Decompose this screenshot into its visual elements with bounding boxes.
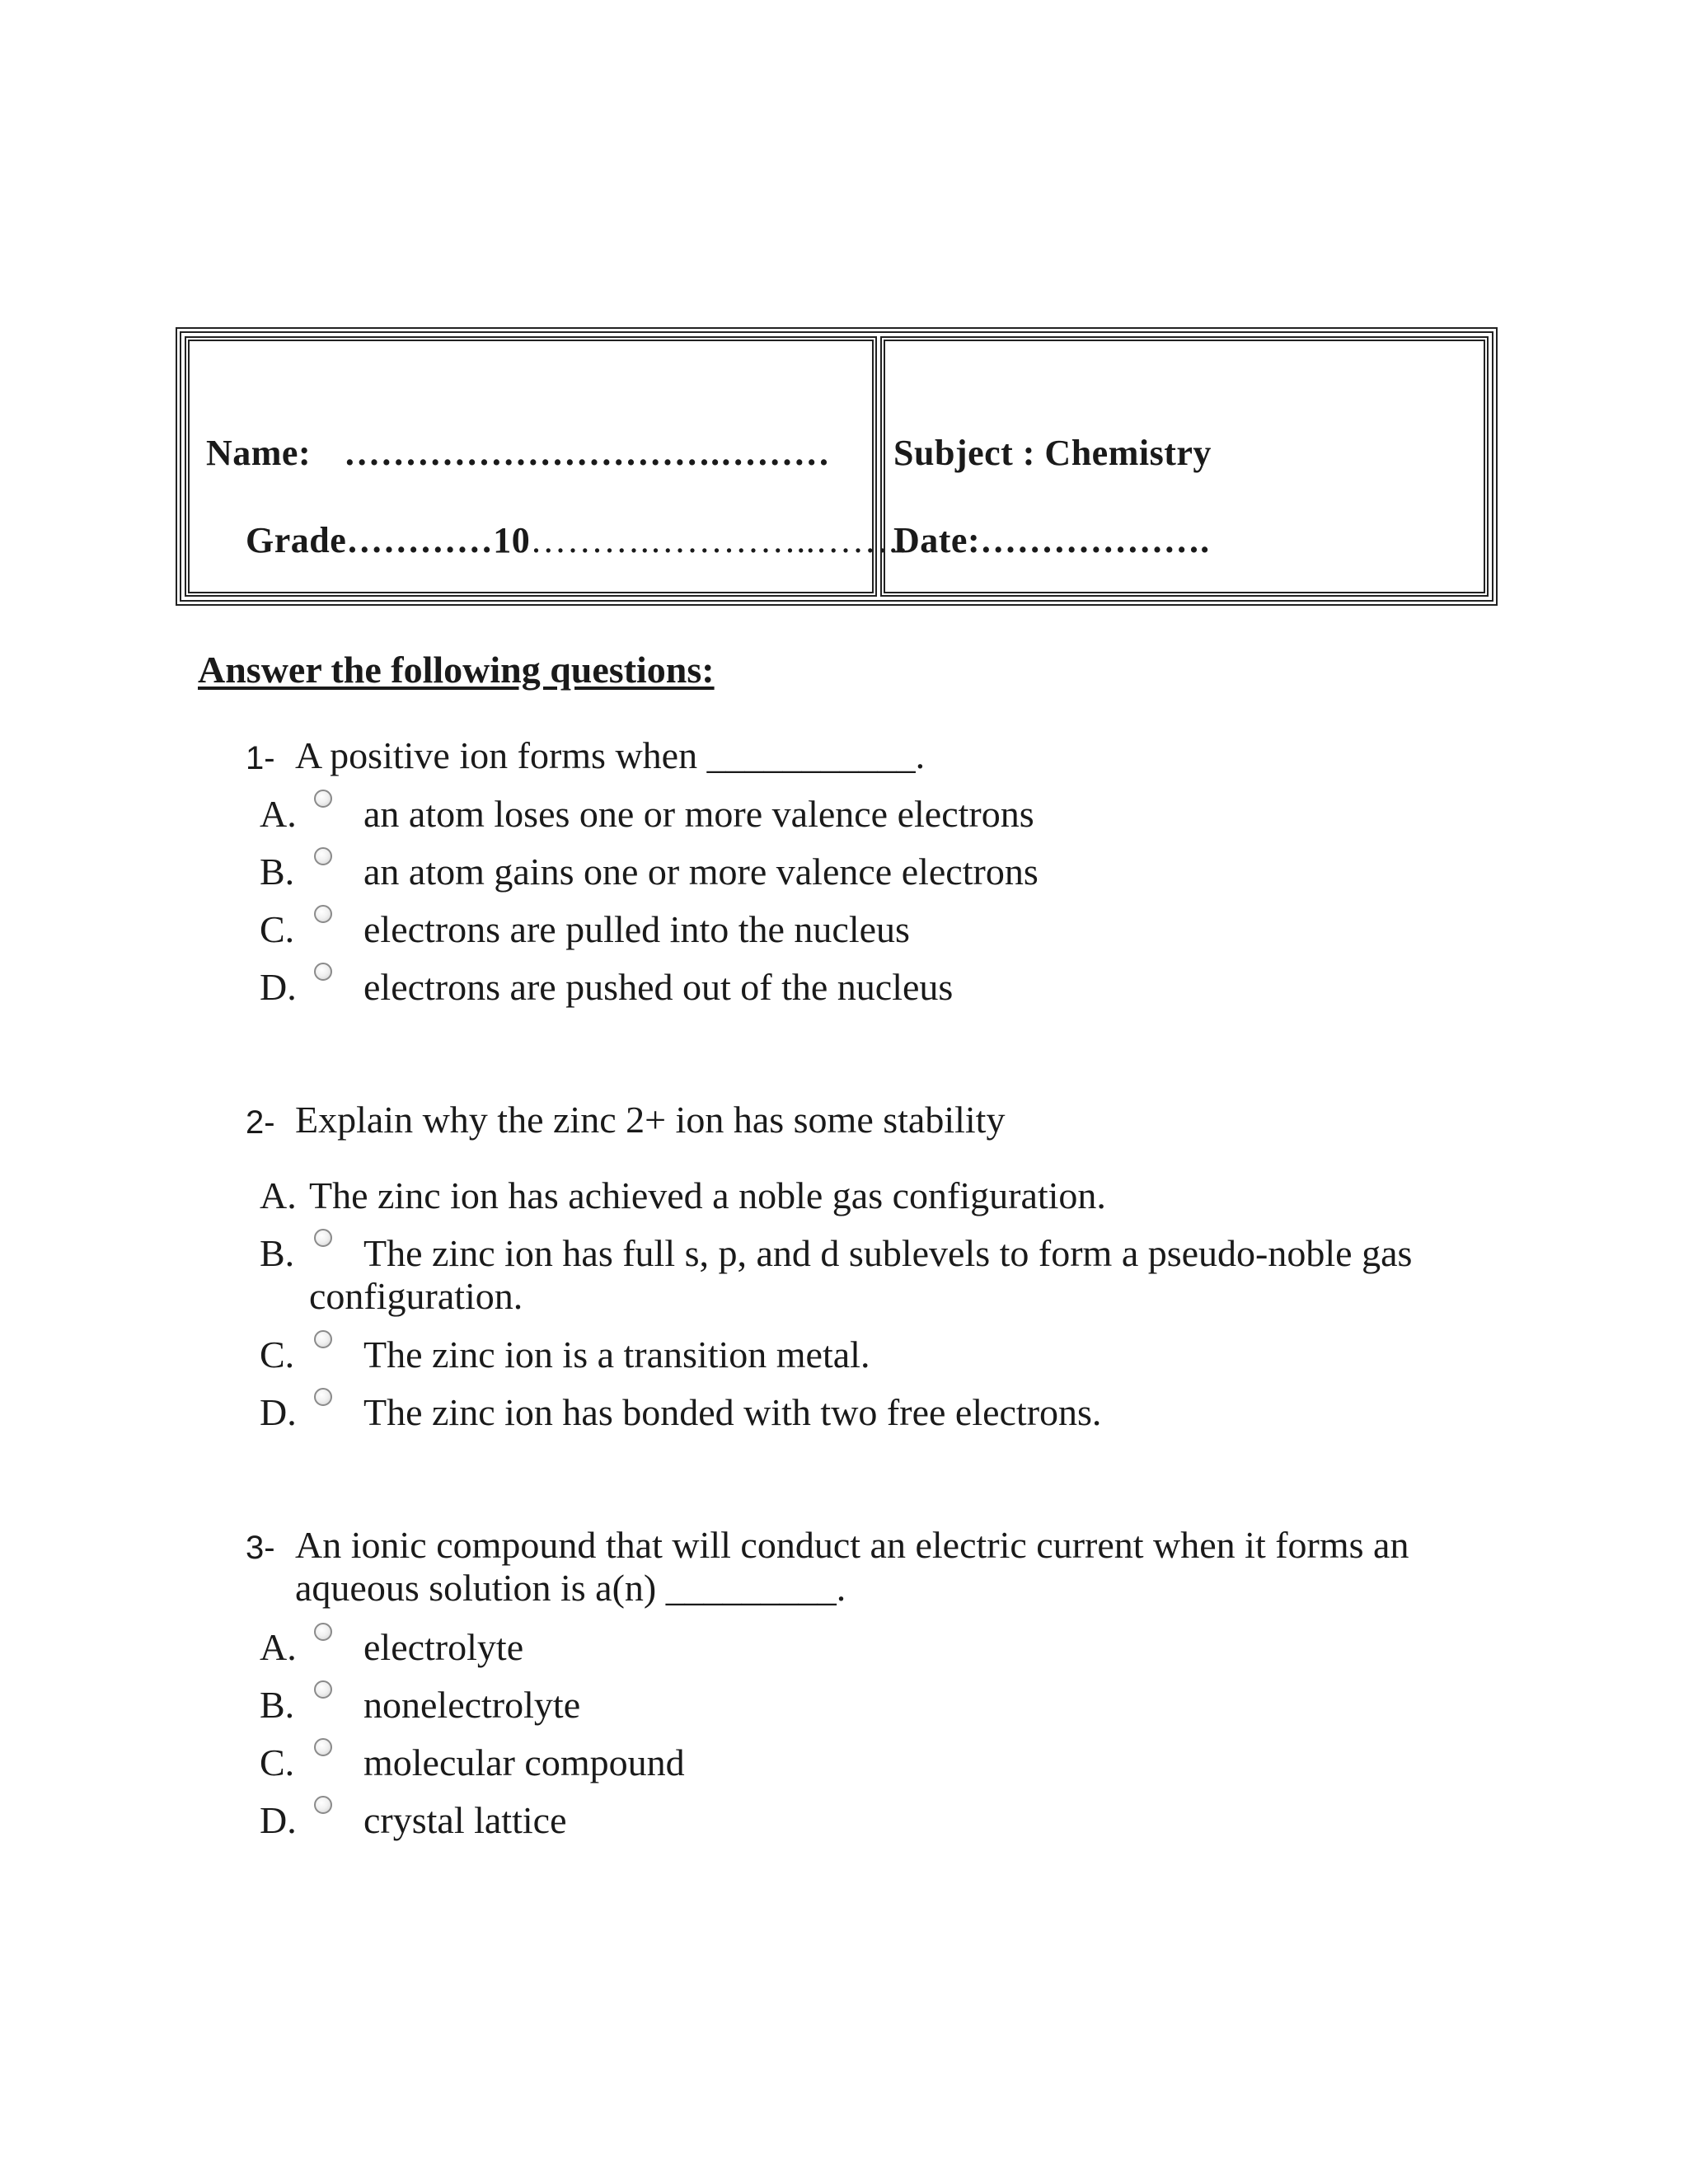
option-letter: D. — [260, 1799, 297, 1841]
radio-button[interactable] — [314, 790, 332, 808]
option-letter: B. — [260, 851, 295, 893]
question-number: 3- — [246, 1530, 275, 1566]
option-letter: A. — [260, 1174, 297, 1216]
option-text: molecular compound — [363, 1741, 685, 1783]
option-text: electrons are pushed out of the nucleus — [363, 966, 954, 1008]
name-field[interactable] — [206, 432, 830, 474]
option-text: nonelectrolyte — [363, 1684, 581, 1726]
radio-button[interactable] — [314, 905, 332, 923]
radio-button[interactable] — [314, 1680, 332, 1699]
student-info-cell — [185, 336, 908, 597]
instructions-heading: Answer the following questions: — [198, 649, 715, 691]
option-letter: B. — [260, 1232, 295, 1274]
option-text: The zinc ion has achieved a noble gas configuration. — [309, 1174, 1106, 1216]
subject-label: Subject : Chemistry — [893, 433, 1212, 473]
radio-button[interactable] — [314, 1388, 332, 1406]
name-label: Name: — [206, 433, 312, 473]
option-letter: C. — [260, 908, 295, 950]
question-text: Explain why the zinc 2+ ion has some stability — [295, 1099, 1006, 1141]
option-text: The zinc ion has full s, p, and d sublevels to form a pseudo-noble gas — [363, 1232, 1413, 1274]
subject-info-cell — [880, 336, 1489, 597]
name-dots: ………………………….……… — [344, 433, 831, 473]
grade-label: Grade…………10 — [246, 520, 531, 560]
option-letter: B. — [260, 1684, 295, 1726]
grade-field — [246, 519, 907, 561]
radio-button[interactable] — [314, 1738, 332, 1756]
option-text: electrolyte — [363, 1626, 524, 1668]
radio-button[interactable] — [314, 1796, 332, 1814]
option-text-continued: configuration. — [309, 1275, 523, 1317]
grade-dots: ……….…………..…….. — [530, 520, 908, 560]
header-box — [176, 327, 1498, 606]
option-letter: A. — [260, 1626, 297, 1668]
radio-button[interactable] — [314, 963, 332, 981]
question-text: An ionic compound that will conduct an electric current when it forms an — [295, 1524, 1409, 1566]
option-text: an atom gains one or more valence electrons — [363, 851, 1039, 893]
radio-button[interactable] — [314, 1229, 332, 1247]
radio-button[interactable] — [314, 1623, 332, 1641]
option-letter: D. — [260, 966, 297, 1008]
option-text: an atom loses one or more valence electrons — [363, 793, 1034, 835]
option-letter: C. — [260, 1741, 295, 1783]
option-text: electrons are pulled into the nucleus — [363, 908, 910, 950]
date-field[interactable]: Date:………………. — [893, 520, 1210, 560]
question-number: 2- — [246, 1104, 275, 1141]
option-text: The zinc ion has bonded with two free electrons. — [363, 1391, 1102, 1433]
question-text-continued: aqueous solution is a(n) _________. — [295, 1567, 846, 1609]
option-text: The zinc ion is a transition metal. — [363, 1333, 870, 1376]
option-text: crystal lattice — [363, 1799, 567, 1841]
radio-button[interactable] — [314, 847, 332, 865]
option-letter: A. — [260, 793, 297, 835]
question-number: 1- — [246, 740, 275, 776]
question-text: A positive ion forms when ___________. — [295, 734, 926, 776]
option-letter: D. — [260, 1391, 297, 1433]
option-letter: C. — [260, 1333, 295, 1376]
radio-button[interactable] — [314, 1330, 332, 1348]
